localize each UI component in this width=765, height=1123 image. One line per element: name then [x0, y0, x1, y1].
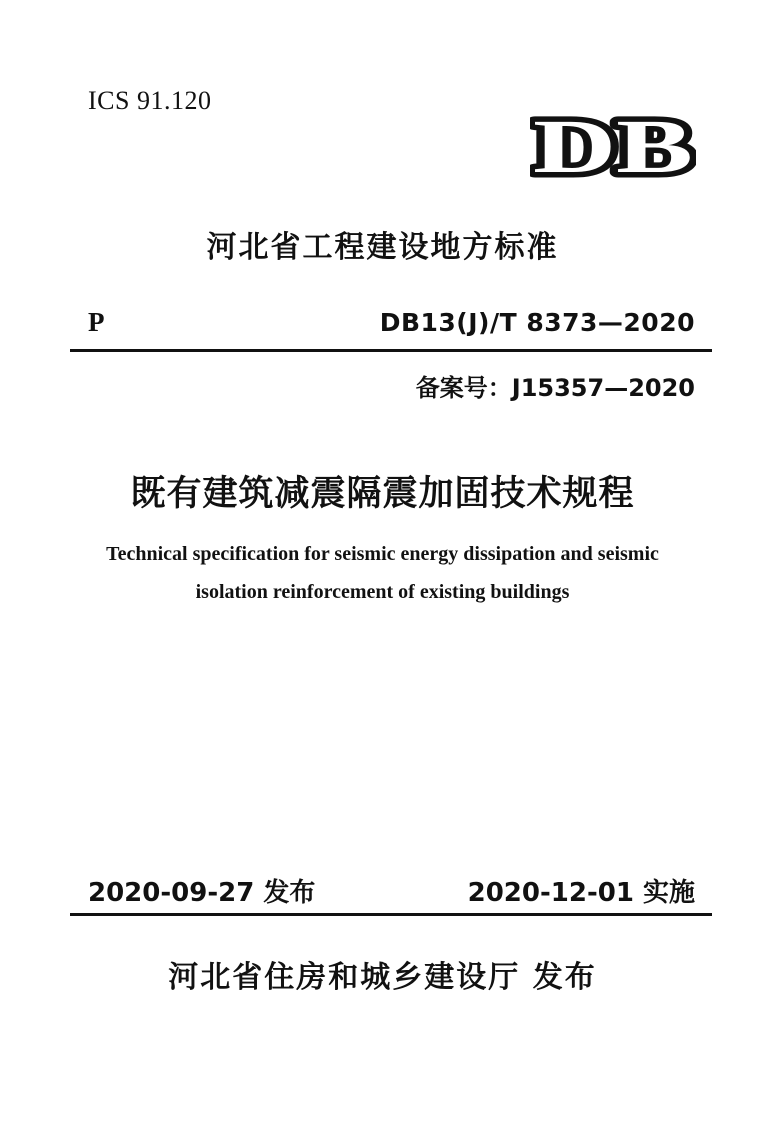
document-title-chinese: 既有建筑减震隔震加固技术规程 [130, 473, 635, 514]
document-title-english-line1: Technical specification for seismic energy dissipation and seismic [106, 543, 659, 565]
implementation-date: 2020-12-01 实施 [467, 878, 695, 908]
issuer-heading: 河北省工程建设地方标准 [206, 230, 559, 265]
record-number: 备案号：J15357—2020 [415, 374, 695, 402]
bottom-divider [70, 913, 712, 916]
document-title-english-line2: isolation reinforcement of existing buildings [195, 581, 570, 603]
issuing-authority: 河北省住房和城乡建设厅 发布 [168, 960, 597, 995]
db-logo-text: DB [533, 112, 693, 178]
ics-code: ICS 91.120 [88, 86, 212, 115]
standard-number: DB13(J)/T 8373—2020 [379, 308, 695, 337]
top-divider [70, 349, 712, 352]
db-logo [530, 112, 696, 178]
classification-code: P [88, 307, 105, 337]
issue-date: 2020-09-27 发布 [88, 878, 316, 908]
